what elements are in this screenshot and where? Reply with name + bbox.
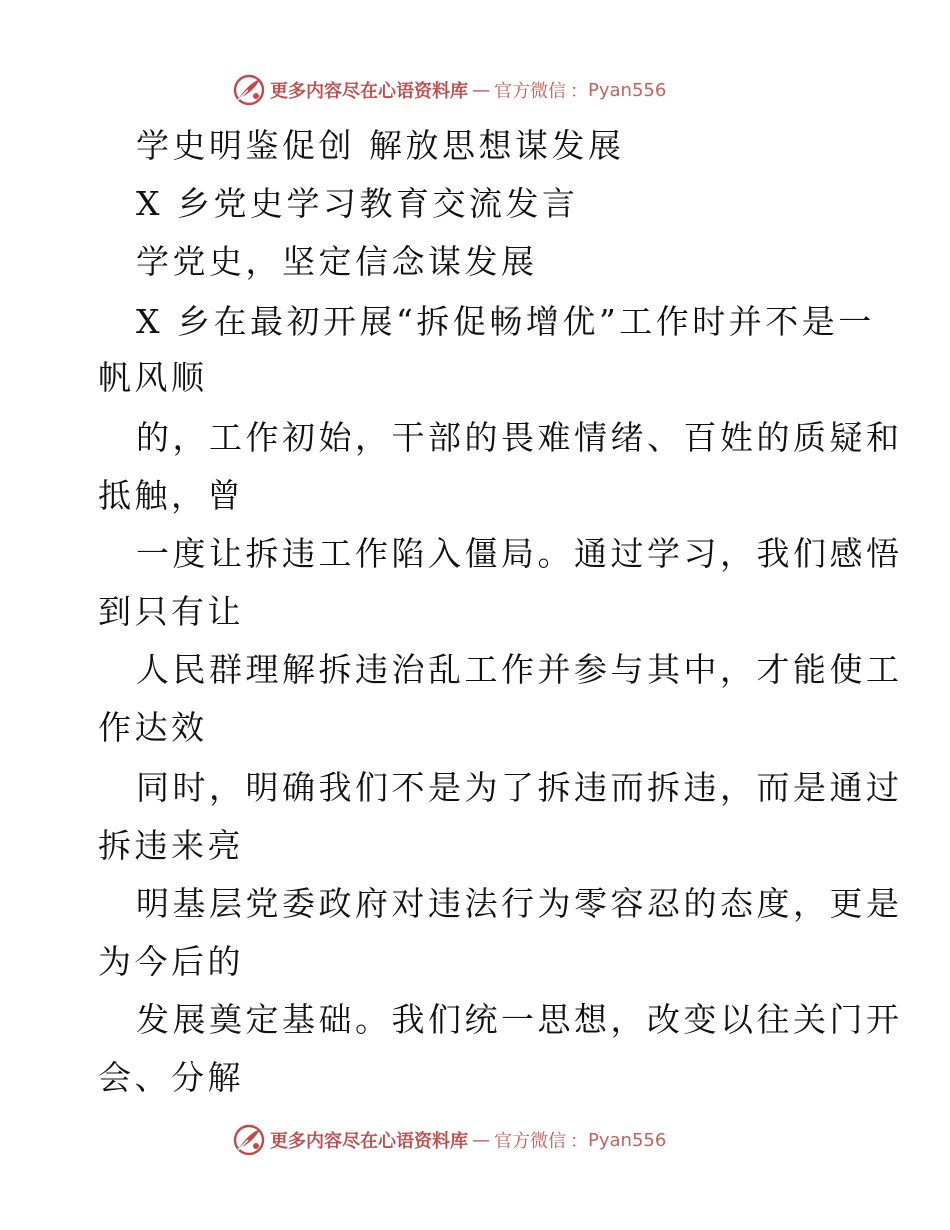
watermark-wechat-id: Pyan556	[588, 79, 667, 101]
watermark-wechat-id: Pyan556	[588, 1129, 667, 1151]
text-line: 拆违来亮	[98, 826, 244, 865]
footer-watermark	[232, 1122, 752, 1158]
watermark-colon: ：	[570, 1131, 588, 1152]
text-line: 明基层党委政府对违法行为零容忍的态度，更是	[136, 884, 903, 923]
text-line: 会、分解	[98, 1058, 244, 1097]
watermark-label: 官方微信	[494, 1131, 566, 1152]
feather-pen-circle-icon	[232, 1123, 266, 1157]
text-line: 一度让拆违工作陷入僵局。通过学习，我们感悟	[136, 534, 903, 573]
text-line: 帆风顺	[98, 358, 208, 397]
text-line: 人民群理解拆违治乱工作并参与其中，才能使工	[136, 650, 903, 689]
document-title: 学史明鉴促创 解放思想谋发展	[136, 126, 625, 165]
watermark-separator: —	[472, 79, 490, 101]
text-line: 抵触，曾	[98, 476, 244, 515]
watermark-text: 更多内容尽在心语资料库	[270, 1131, 468, 1152]
section-heading: 学党史，坚定信念谋发展	[136, 242, 538, 281]
text-line: X 乡在最初开展“拆促畅增优”工作时并不是一	[136, 302, 875, 341]
watermark-colon: ：	[570, 81, 588, 102]
text-line: 同时，明确我们不是为了拆违而拆违，而是通过	[136, 768, 903, 807]
watermark-text: 更多内容尽在心语资料库	[270, 81, 468, 102]
text-line: 发展奠定基础。我们统一思想，改变以往关门开	[136, 1000, 903, 1039]
feather-pen-circle-icon	[232, 73, 266, 107]
watermark-separator: —	[472, 1129, 490, 1151]
text-line: 的，工作初始，干部的畏难情绪、百姓的质疑和	[136, 418, 903, 457]
document-subtitle: X 乡党史学习教育交流发言	[136, 184, 579, 223]
header-watermark	[232, 72, 752, 108]
text-line: 到只有让	[98, 592, 244, 631]
text-line: 作达效	[98, 708, 208, 747]
watermark-label: 官方微信	[494, 81, 566, 102]
text-line: 为今后的	[98, 942, 244, 981]
